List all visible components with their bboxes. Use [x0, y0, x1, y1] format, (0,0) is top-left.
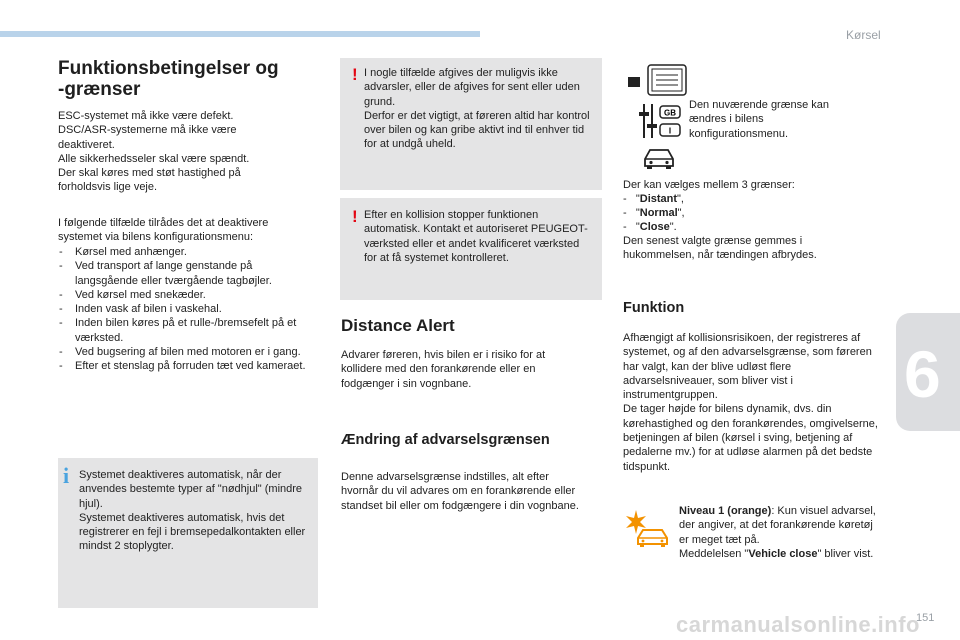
level1-text: Niveau 1 (orange): Kun visuel advarsel, der angiver, at det forankørende køretøj er meget tæt på. Meddelelsen "Vehicle close" bliver vist.: [679, 505, 876, 560]
watermark: carmanualsonline.info: [676, 612, 920, 637]
list-item: - Ved bugsering af bilen med motoren er i gang.: [58, 345, 316, 359]
car-icon: [641, 145, 677, 171]
change-threshold-heading: Ændring af advarselsgrænsen: [341, 432, 550, 448]
list-item: - Inden bilen køres på et rulle-/bremsefelt på et værksted.: [58, 316, 316, 345]
settings-icon: [638, 102, 684, 140]
list-item: - Inden vask af bilen i vaskehal.: [58, 302, 316, 316]
svg-text:GB: GB: [664, 108, 676, 118]
screen-icon: [626, 63, 688, 99]
level1-label: Niveau 1 (orange): [679, 505, 772, 517]
choice-distant: - "Distant",: [623, 193, 684, 205]
list-item: - Kørsel med anhænger.: [58, 245, 316, 259]
function-text: Afhængigt af kollisionsrisikoen, der registreres af systemet, og af den advarselsgrænse, som føreren har valgt, kan der blive udløst flere advarselsniveauer, som bliver vist i instrumentgruppen. De tager højde for bilens dynamik, dvs. din kørehastighed og den forankørendes, omgivelserne, betjeningen af bilen (kørsel i sving, betjening af pedalerne mv.) for at udløse alarmen på det bedste tidspunkt.: [623, 332, 878, 473]
choice-normal: - "Normal",: [623, 207, 685, 219]
collision-alert-icon: [622, 508, 672, 550]
level1-message: Vehicle close: [748, 547, 818, 560]
page-number: 151: [916, 612, 935, 624]
deactivate-intro: I følgende tilfælde tilrådes det at deaktivere systemet via bilens konfigurationsmenu:: [58, 217, 269, 244]
distance-alert-text: Advarer føreren, hvis bilen er i risiko for at kollidere med den forankørende eller en fodgænger i sin vognbane.: [341, 349, 546, 390]
deactivate-list: [58, 245, 316, 374]
list-item: - Efter et stenslag på forruden tæt ved kameraet.: [58, 359, 316, 373]
change-threshold-text: Denne advarselsgrænse indstilles, alt efter hvornår du vil advares om en forankørende eller standset bil eller om fodgængere i din vognbane.: [341, 471, 579, 512]
warning-icon: !: [352, 207, 358, 226]
chapter-number: 6: [904, 337, 941, 411]
conditions-text: ESC-systemet må ikke være defekt. DSC/ASR-systemerne må ikke være deaktiveret. Alle sikkerhedsseler skal være spændt. Der skal køres med støt hastighed på forholdsvis lige veje.: [58, 110, 250, 194]
distance-alert-heading: Distance Alert: [341, 316, 455, 335]
list-item: - Ved transport af lange genstande på langsgående eller tværgående tagbøjler.: [58, 259, 316, 288]
warning-text-2: Efter en kollision stopper funktionen automatisk. Kontakt et autoriseret PEUGEOT-værksted eller et andet kvalificeret værksted for at få systemet kontrolleret.: [364, 209, 588, 264]
warning-icon: !: [352, 65, 358, 84]
info-note: Systemet deaktiveres automatisk, når der anvendes bestemte typer af "nødhjul" (mindre hjul). Systemet deaktiveres automatisk, hvis det registrerer en fejl i bremsepedalkontakten eller mindst 2 stoplygter.: [79, 469, 306, 553]
choose-intro: Der kan vælges mellem 3 grænser:: [623, 179, 795, 191]
page-title: Funktionsbetingelser og -grænser: [58, 58, 279, 100]
svg-text:I: I: [668, 126, 672, 136]
section-title: Kørsel: [846, 28, 881, 42]
icon-note: Den nuværende grænse kan ændres i bilens konfigurationsmenu.: [689, 99, 830, 140]
warning-text-1: I nogle tilfælde afgives der muligvis ikke advarsler, eller de afgives for sent eller uden grund. Derfor er det vigtigt, at føreren altid har kontrol over bilen og kan gribe aktivt ind til enhver tid for at undgå uheld.: [364, 67, 590, 151]
memory-text: Den senest valgte grænse gemmes i hukommelsen, når tændingen afbrydes.: [623, 235, 817, 262]
choice-close: - "Close".: [623, 221, 677, 233]
function-heading: Funktion: [623, 300, 685, 316]
list-item: - Ved kørsel med snekæder.: [58, 288, 316, 302]
info-icon: i: [63, 463, 70, 488]
header-bar: [0, 31, 480, 37]
